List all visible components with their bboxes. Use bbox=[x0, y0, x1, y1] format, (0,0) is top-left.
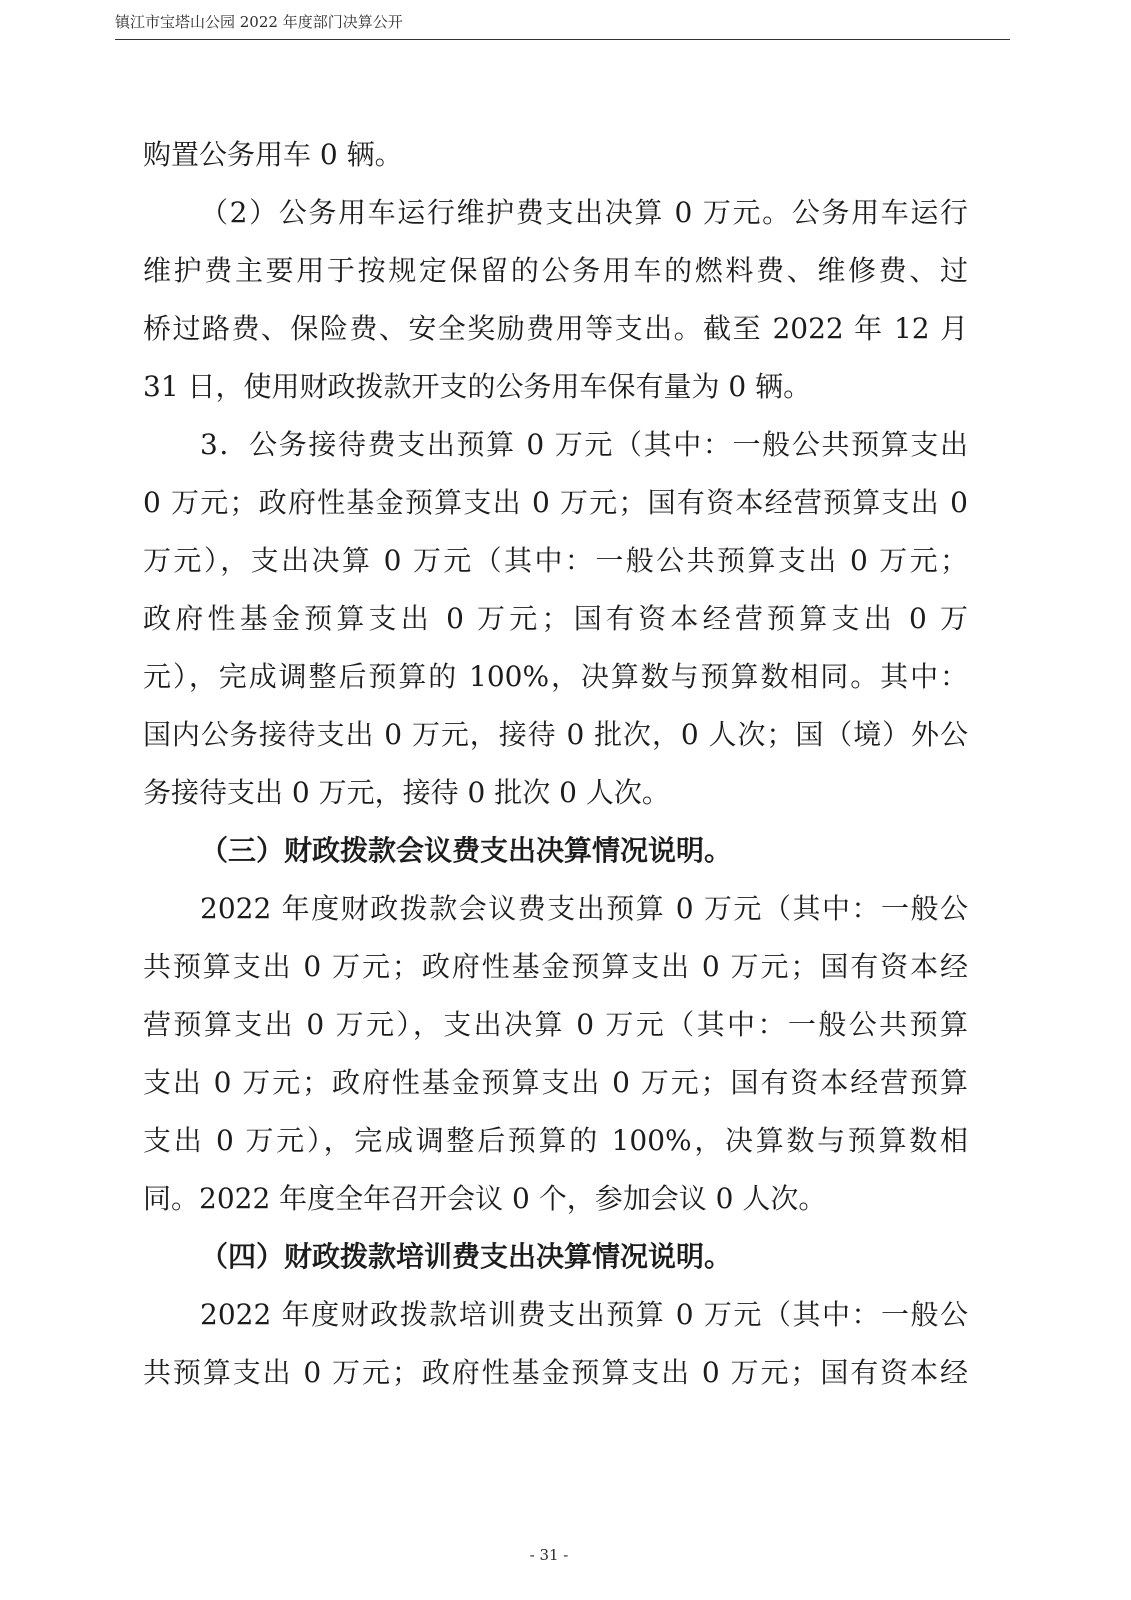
paragraph bbox=[143, 1286, 968, 1402]
body-text-line: 共预算支出 0 万元；政府性基金预算支出 0 万元；国有资本经 bbox=[143, 1356, 968, 1389]
body-text-line: 营预算支出 0 万元），支出决算 0 万元（其中：一般公共预算 bbox=[143, 1008, 968, 1041]
document-header bbox=[115, 11, 1010, 41]
section-heading: （四）财政拨款培训费支出决算情况说明。 bbox=[200, 1240, 733, 1273]
section-heading: （三）财政拨款会议费支出决算情况说明。 bbox=[200, 834, 733, 867]
body-text-line: （2）公务用车运行维护费支出决算 0 万元。公务用车运行 bbox=[200, 196, 968, 229]
paragraph bbox=[143, 126, 968, 184]
document-header-title: 镇江市宝塔山公园 2022 年度部门决算公开 bbox=[115, 13, 403, 31]
body-text-line: 务接待支出 0 万元，接待 0 批次 0 人次。 bbox=[143, 776, 670, 809]
body-text-line: 万元），支出决算 0 万元（其中：一般公共预算支出 0 万元； bbox=[143, 544, 968, 577]
page-number: - 31 - bbox=[529, 1546, 569, 1564]
body-text-line: 桥过路费、保险费、安全奖励费用等支出。截至 2022 年 12 月 bbox=[143, 312, 968, 345]
body-text-line: 支出 0 万元；政府性基金预算支出 0 万元；国有资本经营预算 bbox=[143, 1066, 968, 1099]
body-text-line: 购置公务用车 0 辆。 bbox=[143, 138, 403, 171]
paragraph bbox=[143, 184, 968, 416]
body-text-line: 政府性基金预算支出 0 万元；国有资本经营预算支出 0 万 bbox=[143, 602, 968, 635]
paragraph bbox=[143, 880, 968, 1228]
body-text-line: 共预算支出 0 万元；政府性基金预算支出 0 万元；国有资本经 bbox=[143, 950, 968, 983]
body-text-line: 元），完成调整后预算的 100%，决算数与预算数相同。其中： bbox=[143, 660, 968, 693]
header-divider bbox=[115, 39, 1010, 40]
document-body bbox=[143, 126, 968, 1402]
body-text-line: 0 万元；政府性基金预算支出 0 万元；国有资本经营预算支出 0 bbox=[143, 486, 968, 519]
body-text-line: 31 日，使用财政拨款开支的公务用车保有量为 0 辆。 bbox=[143, 370, 812, 403]
body-text-line: 2022 年度财政拨款培训费支出预算 0 万元（其中：一般公 bbox=[200, 1298, 968, 1331]
body-text-line: 2022 年度财政拨款会议费支出预算 0 万元（其中：一般公 bbox=[200, 892, 968, 925]
body-text-line: 同。2022 年度全年召开会议 0 个，参加会议 0 人次。 bbox=[143, 1182, 827, 1215]
paragraph bbox=[143, 416, 968, 822]
body-text-line: 3．公务接待费支出预算 0 万元（其中：一般公共预算支出 bbox=[200, 428, 968, 461]
body-text-line: 维护费主要用于按规定保留的公务用车的燃料费、维修费、过 bbox=[143, 254, 968, 287]
body-text-line: 国内公务接待支出 0 万元，接待 0 批次，0 人次；国（境）外公 bbox=[143, 718, 968, 751]
body-text-line: 支出 0 万元），完成调整后预算的 100%，决算数与预算数相 bbox=[143, 1124, 968, 1157]
